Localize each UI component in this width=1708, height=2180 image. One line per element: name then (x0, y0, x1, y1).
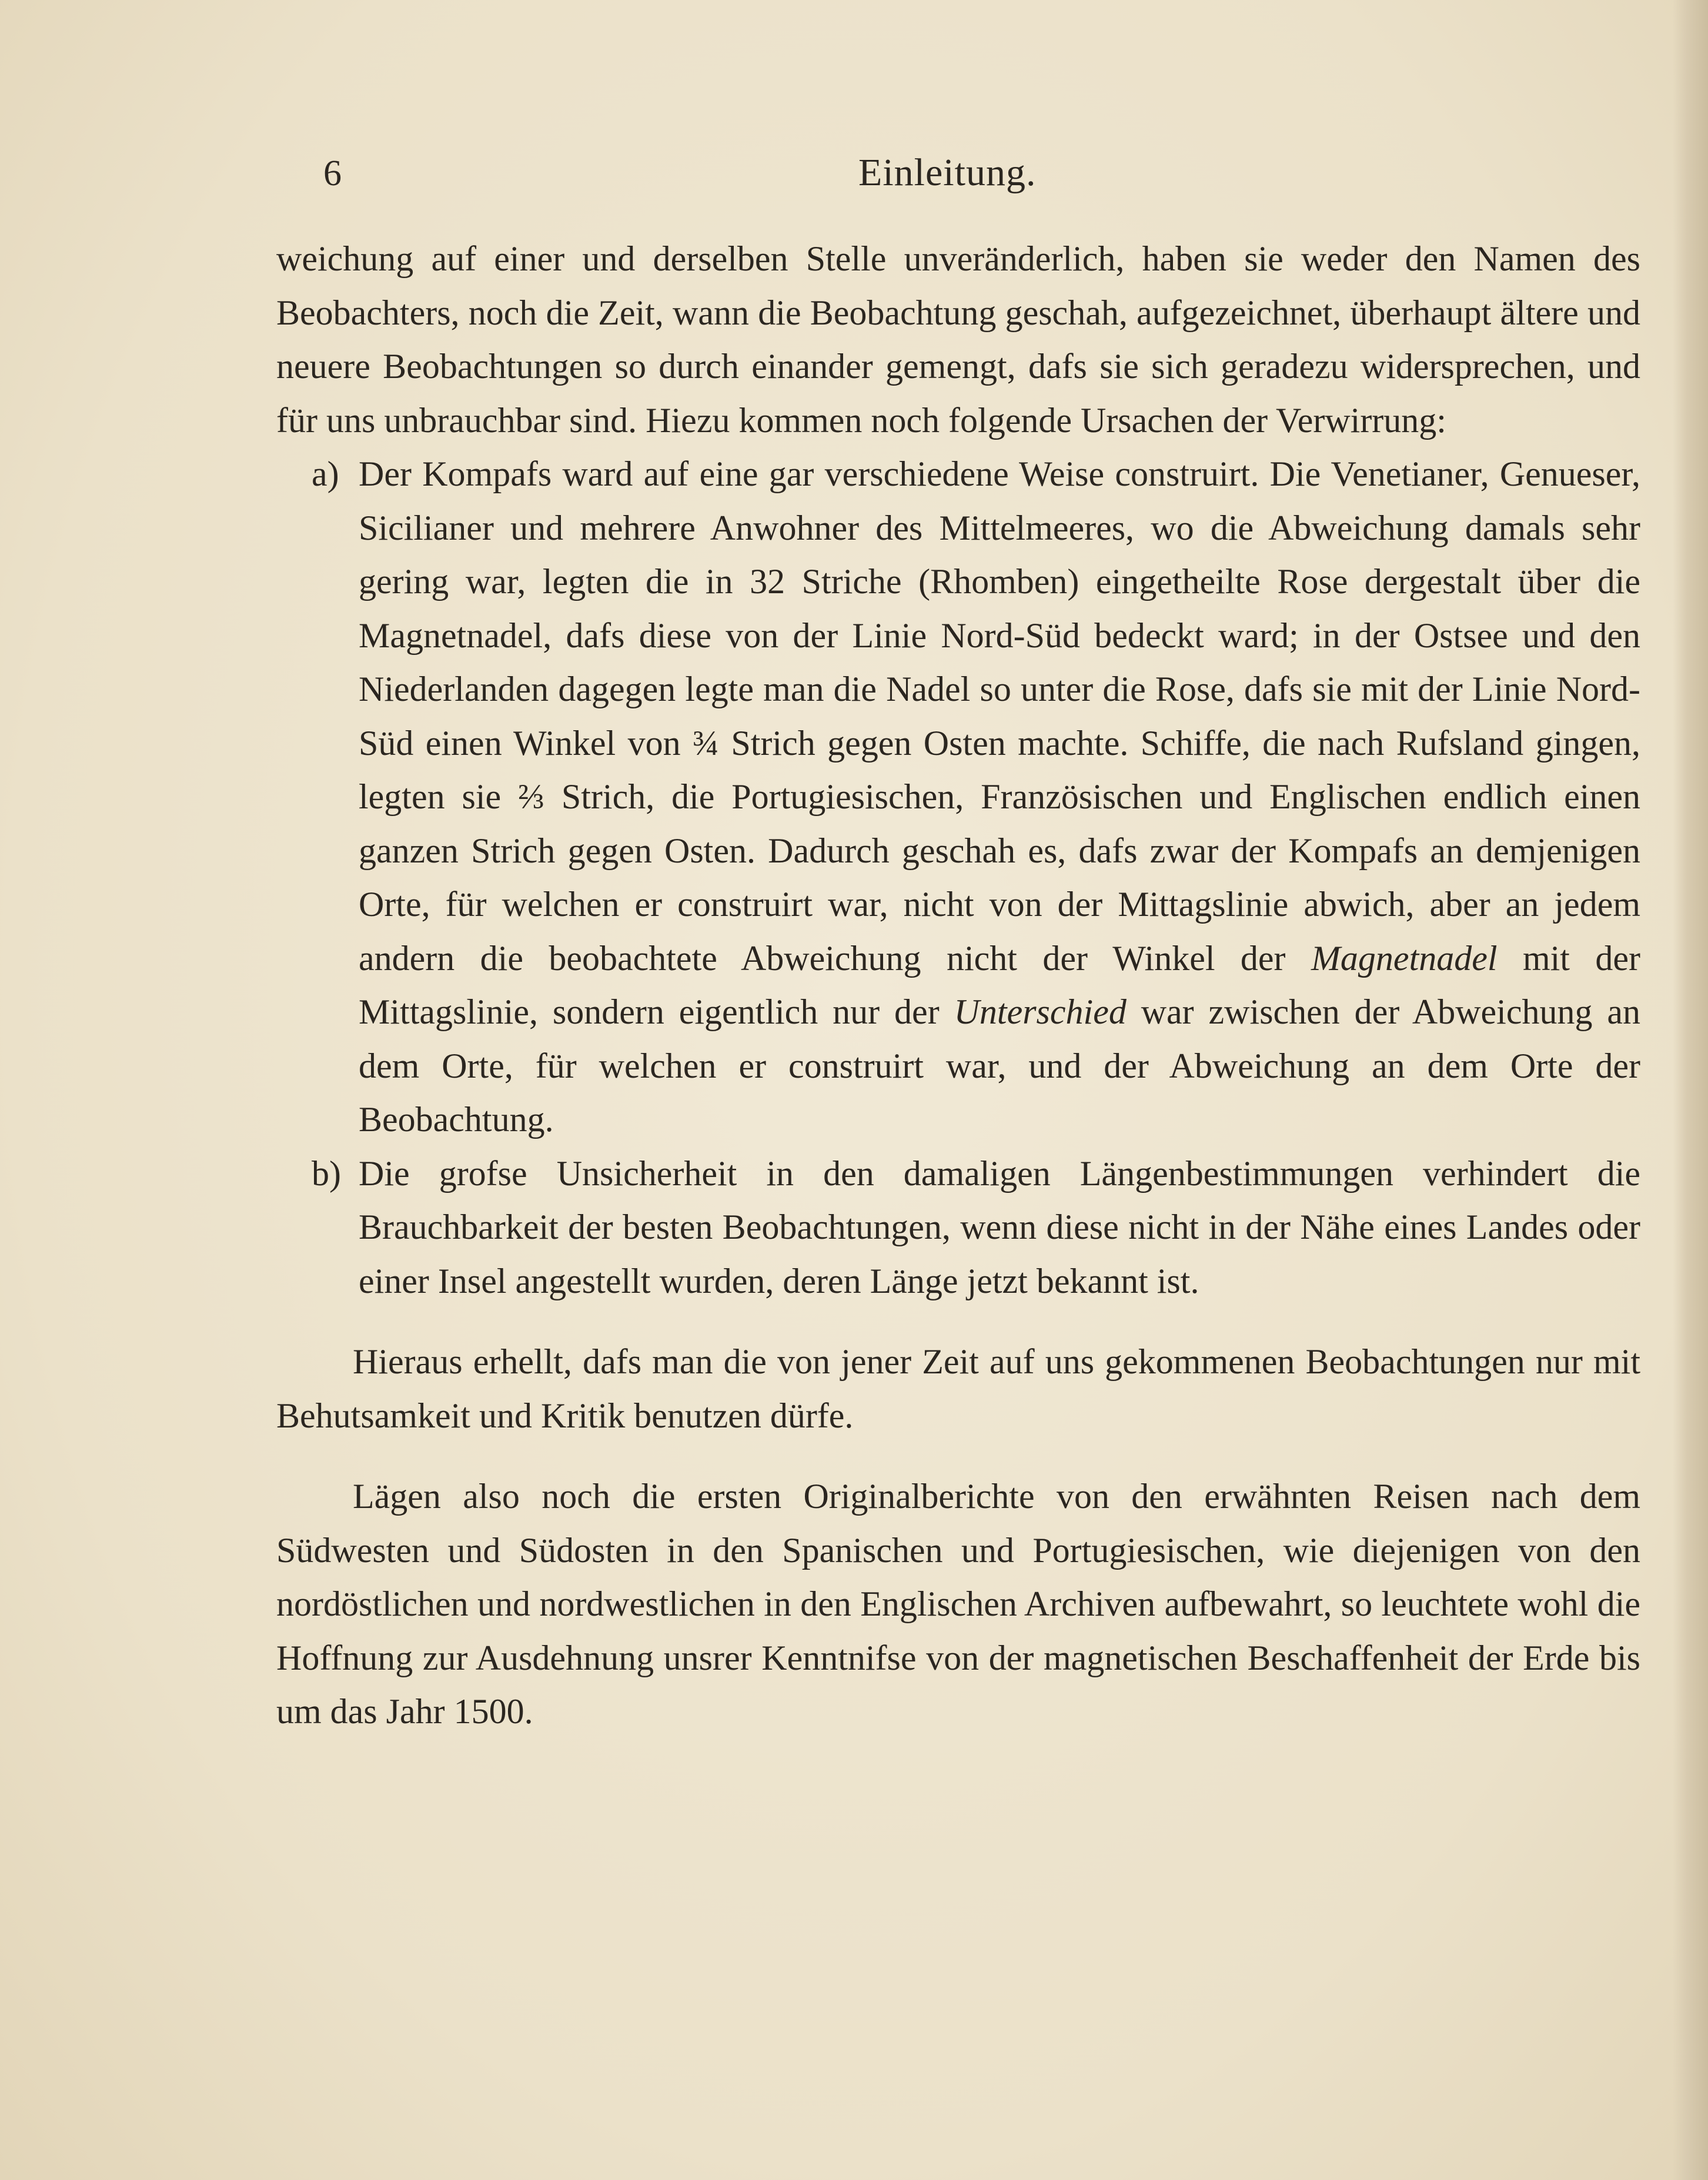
paragraph-laegen: Lägen also noch die ersten Originalberichte von den erwähnten Reisen nach dem Südwesten und Südosten in den Spanischen und Portugiesischen, wie diejenigen von den nordöstlichen und nordwestlichen in den Englischen Archiven aufbewahrt, so leuchtete wohl die Hoffnung zur Ausdehnung unsrer Kenntnifse von der magnetischen Beschaffenheit der Erde bis um das Jahr 1500. (276, 1477, 1640, 1731)
list-item-b (276, 1147, 1640, 1309)
paragraph-spacer (276, 1443, 1640, 1470)
list-item-a-text-1: Der Kompafs ward auf eine gar verschiedene Weise construirt. Die Venetianer, Genueser, Sicilianer und mehrere Anwohner des Mittelmeeres, wo die Abweichung damals sehr gering war, legten die in 32 Striche (Rhomben) eingetheilte Rose dergestalt über die Magnetnadel, dafs diese von der Linie Nord-Süd bedeckt ward; in der Ostsee und den Niederlanden dagegen legte man die Nadel so unter die Rose, dafs sie mit der Linie Nord-Süd einen Winkel von ¾ Strich gegen Osten machte. Schiffe, die nach Rufsland gingen, legten sie ⅔ Strich, die Portugiesischen, Französischen und Englischen endlich einen ganzen Strich gegen Osten. Dadurch geschah es, dafs zwar der Kompafs an demjenigen Orte, für welchen er construirt war, nicht von der Mittagslinie abwich, aber an jedem andern die beobachtete Abweichung nicht der Winkel der (359, 454, 1640, 978)
paragraph-hieraus: Hieraus erhellt, dafs man die von jener Zeit auf uns gekommenen Beobachtungen nur mit Behutsamkeit und Kritik benutzen dürfe. (276, 1342, 1640, 1435)
list-item-a-text-3: war zwischen der Abweichung an dem Orte, für welchen er construirt war, und der Abweichung an dem Orte der Beobachtung. (359, 992, 1640, 1139)
paragraph-spacer (276, 1308, 1640, 1335)
page-edge-shadow (1673, 0, 1708, 2180)
running-title: Einleitung. (858, 151, 1037, 194)
emphasis-unterschied: Unterschied (954, 992, 1127, 1031)
causes-list (276, 447, 1640, 1308)
paragraph-continuation: weichung auf einer und derselben Stelle unveränderlich, haben sie weder den Namen des Beobachters, noch die Zeit, wann die Beobachtung geschah, aufgezeichnet, überhaupt ältere und neuere Beobachtungen so durch einander gemengt, dafs sie sich geradezu widersprechen, und für uns unbrauchbar sind. Hiezu kommen noch folgende Ursachen der Verwirrung: (276, 239, 1640, 440)
page-number: 6 (323, 153, 342, 193)
list-marker-a: a) (312, 454, 339, 493)
emphasis-magnetnadel: Magnetnadel (1311, 938, 1498, 978)
list-item-a-text-2: mit der Mittagslinie, sondern eigentlich nur der (359, 938, 1641, 1031)
body-text (276, 232, 1640, 1739)
list-marker-b: b) (312, 1153, 341, 1193)
page-header (276, 147, 1617, 200)
list-item-a (276, 447, 1640, 1147)
list-item-b-text: Die grofse Unsicherheit in den damaligen Längenbestimmungen verhindert die Brauchbarkeit der besten Beobachtungen, wenn diese nicht in der Nähe eines Landes oder einer Insel angestellt wurden, deren Länge jetzt bekannt ist. (359, 1153, 1640, 1300)
